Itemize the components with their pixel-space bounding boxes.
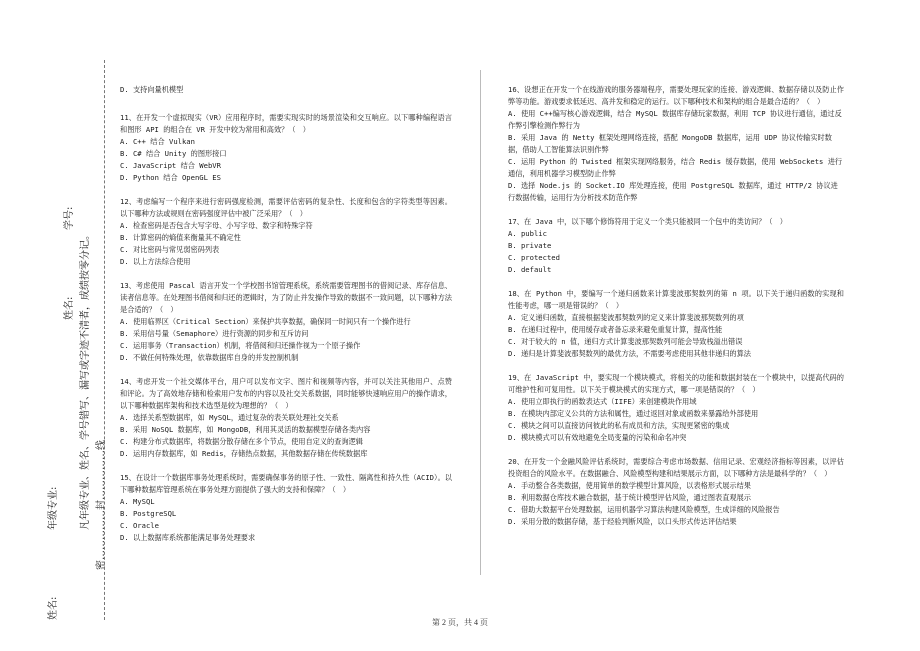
- option-a: A. MySQL: [120, 497, 155, 506]
- question-stem: 17、在 Java 中，以下哪个修饰符用于定义一个类只能被同一个包中的类访问？（ ）: [508, 217, 787, 226]
- option-b: B. 采用信号量（Semaphore）进行资源的同步和互斥访问: [120, 329, 309, 338]
- option-c: C. JavaScript 结合 WebVR: [120, 161, 221, 170]
- seal-line: [104, 60, 105, 620]
- school-label: 姓名:: [48, 596, 59, 620]
- question-19: [508, 372, 844, 444]
- option-c: C. Oracle: [120, 521, 159, 530]
- option-d: D. 采用分散的数据存储，基于经验判断风险，以口头形式传达评估结果: [508, 517, 737, 526]
- option-a: A. 使用立即执行的函数表达式（IIFE）来创建模块作用域: [508, 397, 697, 406]
- option-a: A. 使用临界区（Critical Section）来保护共享数据，确保同一时间只有一个操作进行: [120, 317, 411, 326]
- option-a: A. 手动整合各类数据，使用简单的数学模型计算风险，以表格形式展示结果: [508, 481, 751, 490]
- page-number: 第 2 页，共 4 页: [432, 618, 488, 627]
- option-c: C. 对比密码与常见弱密码列表: [120, 245, 220, 254]
- question-14: [120, 376, 452, 460]
- question-stem: 11、在开发一个虚拟现实（VR）应用程序时，需要实现实时的场景渲染和交互响应。以下哪种编程语言和图形 API 的组合在 VR 开发中较为常用和高效？（ ）: [120, 113, 452, 134]
- option-c: C. protected: [508, 253, 560, 262]
- option-c: C. 借助大数据平台处理数据，运用机器学习算法构建风险模型，生成详细的风险报告: [508, 505, 780, 514]
- question-11: [120, 112, 452, 184]
- question-stem: 12、考虑编写一个程序来进行密码强度检测，需要评估密码的复杂性、长度和包含的字符类型等因素。以下哪种方法或规则在密码强度评估中被广泛采用？（ ）: [120, 197, 452, 218]
- option-c: C. 构建分布式数据库，将数据分散存储在多个节点，使用自定义的查询逻辑: [120, 437, 363, 446]
- left-column: [120, 84, 452, 556]
- question-stem: 18、在 Python 中，要编写一个递归函数来计算斐波那契数列的第 n 项。以下关于递归函数的实现和性能考虑，哪一项是错误的？（ ）: [508, 289, 844, 310]
- option-b: B. 计算密码的熵值来衡量其不确定性: [120, 233, 241, 242]
- question-16: [508, 84, 844, 204]
- option-a: A. 使用 C++编写核心游戏逻辑，结合 MySQL 数据库存储玩家数据，利用 TCP 协议进行通信，通过反作弊引擎检测作弊行为: [508, 109, 842, 130]
- student-id-label: 学号:: [64, 206, 75, 230]
- option-b: B. 采用 Java 的 Netty 框架处理网络连接，搭配 MongoDB 数据库，运用 UDP 协议传输实时数据，借助人工智能算法识别作弊: [508, 133, 832, 154]
- question-12: [120, 196, 452, 268]
- option-a: A. 定义递归函数，直接根据斐波那契数列的定义来计算斐波那契数列的项: [508, 313, 744, 322]
- option-b: B. private: [508, 241, 552, 250]
- question-stem: 14、考虑开发一个社交媒体平台，用户可以发布文字、图片和视频等内容，并可以关注其他用户、点赞和评论。为了高效地存储和检索用户发布的内容以及社交关系数据，同时能够快速响应用户的操作请求，以下哪种数据库架构和技术选型是较为理想的？（ ）: [120, 377, 452, 410]
- question-15: [120, 472, 452, 544]
- option-d: D. 以上数据库系统都能满足事务处理要求: [120, 533, 256, 542]
- question-stem: 19、在 JavaScript 中，要实现一个模块模式，将相关的功能和数据封装在一个模块中，以提高代码的可维护性和可复用性。以下关于模块模式的实现方式，哪一项是错误的？（ ）: [508, 373, 844, 394]
- major-label: 年级专业:: [48, 486, 59, 530]
- option-d: D. 递归是计算斐波那契数列的最优方法，不需要考虑使用其他非递归的算法: [508, 349, 751, 358]
- binding-margin: [40, 60, 120, 620]
- right-column: [508, 84, 844, 540]
- option-d: D. Python 结合 OpenGL ES: [120, 173, 221, 182]
- option-c: C. 模块之间可以直接访问彼此的私有成员和方法，实现更紧密的集成: [508, 421, 730, 430]
- question-18: [508, 288, 844, 360]
- option-d: D. 运用内存数据库，如 Redis，存储热点数据，其他数据存储在传统数据库: [120, 449, 368, 458]
- option-d: D. 以上方法综合使用: [120, 257, 191, 266]
- option-b: B. 在递归过程中，使用缓存或者备忘录来避免重复计算，提高性能: [508, 325, 723, 334]
- option-b: B. PostgreSQL: [120, 509, 177, 518]
- question-20: [508, 456, 844, 528]
- option-d: D. 不做任何特殊处理，依靠数据库自身的并发控制机制: [120, 353, 299, 362]
- question-17: [508, 216, 844, 276]
- question-stem: 20、在开发一个金融风险评估系统时，需要综合考虑市场数据、信用记录、宏观经济指标等因素，以评估投资组合的风险水平。在数据融合、风险模型构建和结果展示方面，以下哪种方法是最科学的？（ ）: [508, 457, 844, 478]
- question-10-option-d: D. 支持向量机模型: [120, 85, 184, 94]
- option-c: C. 运用事务（Transaction）机制，将借阅和归还操作视为一个原子操作: [120, 341, 361, 350]
- option-a: A. 选择关系型数据库，如 MySQL，通过复杂的表关联处理社交关系: [120, 413, 339, 422]
- warning-text: 凡年级专业、姓名、学号错写、漏写或字迹不清者，成绩按零分记。: [80, 230, 91, 530]
- question-stem: 13、考虑使用 Pascal 语言开发一个学校图书馆管理系统，系统需要管理图书的借阅记录、库存信息、读者信息等。在处理图书借阅和归还的逻辑时，为了防止并发操作导致的数据不一致问题，以下哪种方法是合适的？（ ）: [120, 281, 452, 314]
- question-stem: 16、设想正在开发一个在线游戏的服务器端程序，需要处理玩家的连接、游戏逻辑、数据存储以及防止作弊等功能。游戏要求低延迟、高并发和稳定的运行。以下哪种技术和架构的组合是最合适的？（ ）: [508, 85, 844, 106]
- option-a: A. 检查密码是否包含大写字母、小写字母、数字和特殊字符: [120, 221, 313, 230]
- question-13: [120, 280, 452, 364]
- option-d: D. 选择 Node.js 的 Socket.IO 库处理连接，使用 PostgreSQL 数据库，通过 HTTP/2 协议进行数据传输，运用行为分析技术防范作弊: [508, 181, 838, 202]
- seal-line-text: 密……………封……………线: [96, 440, 107, 570]
- option-a: A. public: [508, 229, 547, 238]
- option-b: B. 采用 NoSQL 数据库，如 MongoDB，利用其灵活的数据模型存储各类内容: [120, 425, 371, 434]
- option-b: B. C# 结合 Unity 的图形接口: [120, 149, 227, 158]
- question-stem: 15、在设计一个数据库事务处理系统时，需要确保事务的原子性、一致性、隔离性和持久性（ACID）。以下哪种数据库管理系统在事务处理方面提供了强大的支持和保障？（ ）: [120, 473, 452, 494]
- option-b: B. 在模块内部定义公共的方法和属性，通过返回对象或函数来暴露给外部使用: [508, 409, 759, 418]
- column-divider: [480, 70, 481, 575]
- option-c: C. 运用 Python 的 Twisted 框架实现网络服务，结合 Redis 缓存数据，使用 WebSockets 进行通信，利用机器学习模型防止作弊: [508, 157, 843, 178]
- option-b: B. 利用数据仓库技术融合数据，基于统计模型评估风险，通过图表直观展示: [508, 493, 751, 502]
- option-a: A. C++ 结合 Vulkan: [120, 137, 195, 146]
- option-d: D. default: [508, 265, 552, 274]
- option-d: D. 模块模式可以有效地避免全局变量的污染和命名冲突: [508, 433, 687, 442]
- name-label: 姓名:: [64, 296, 75, 320]
- option-c: C. 对于较大的 n 值，递归方式计算斐波那契数列可能会导致栈溢出错误: [508, 337, 743, 346]
